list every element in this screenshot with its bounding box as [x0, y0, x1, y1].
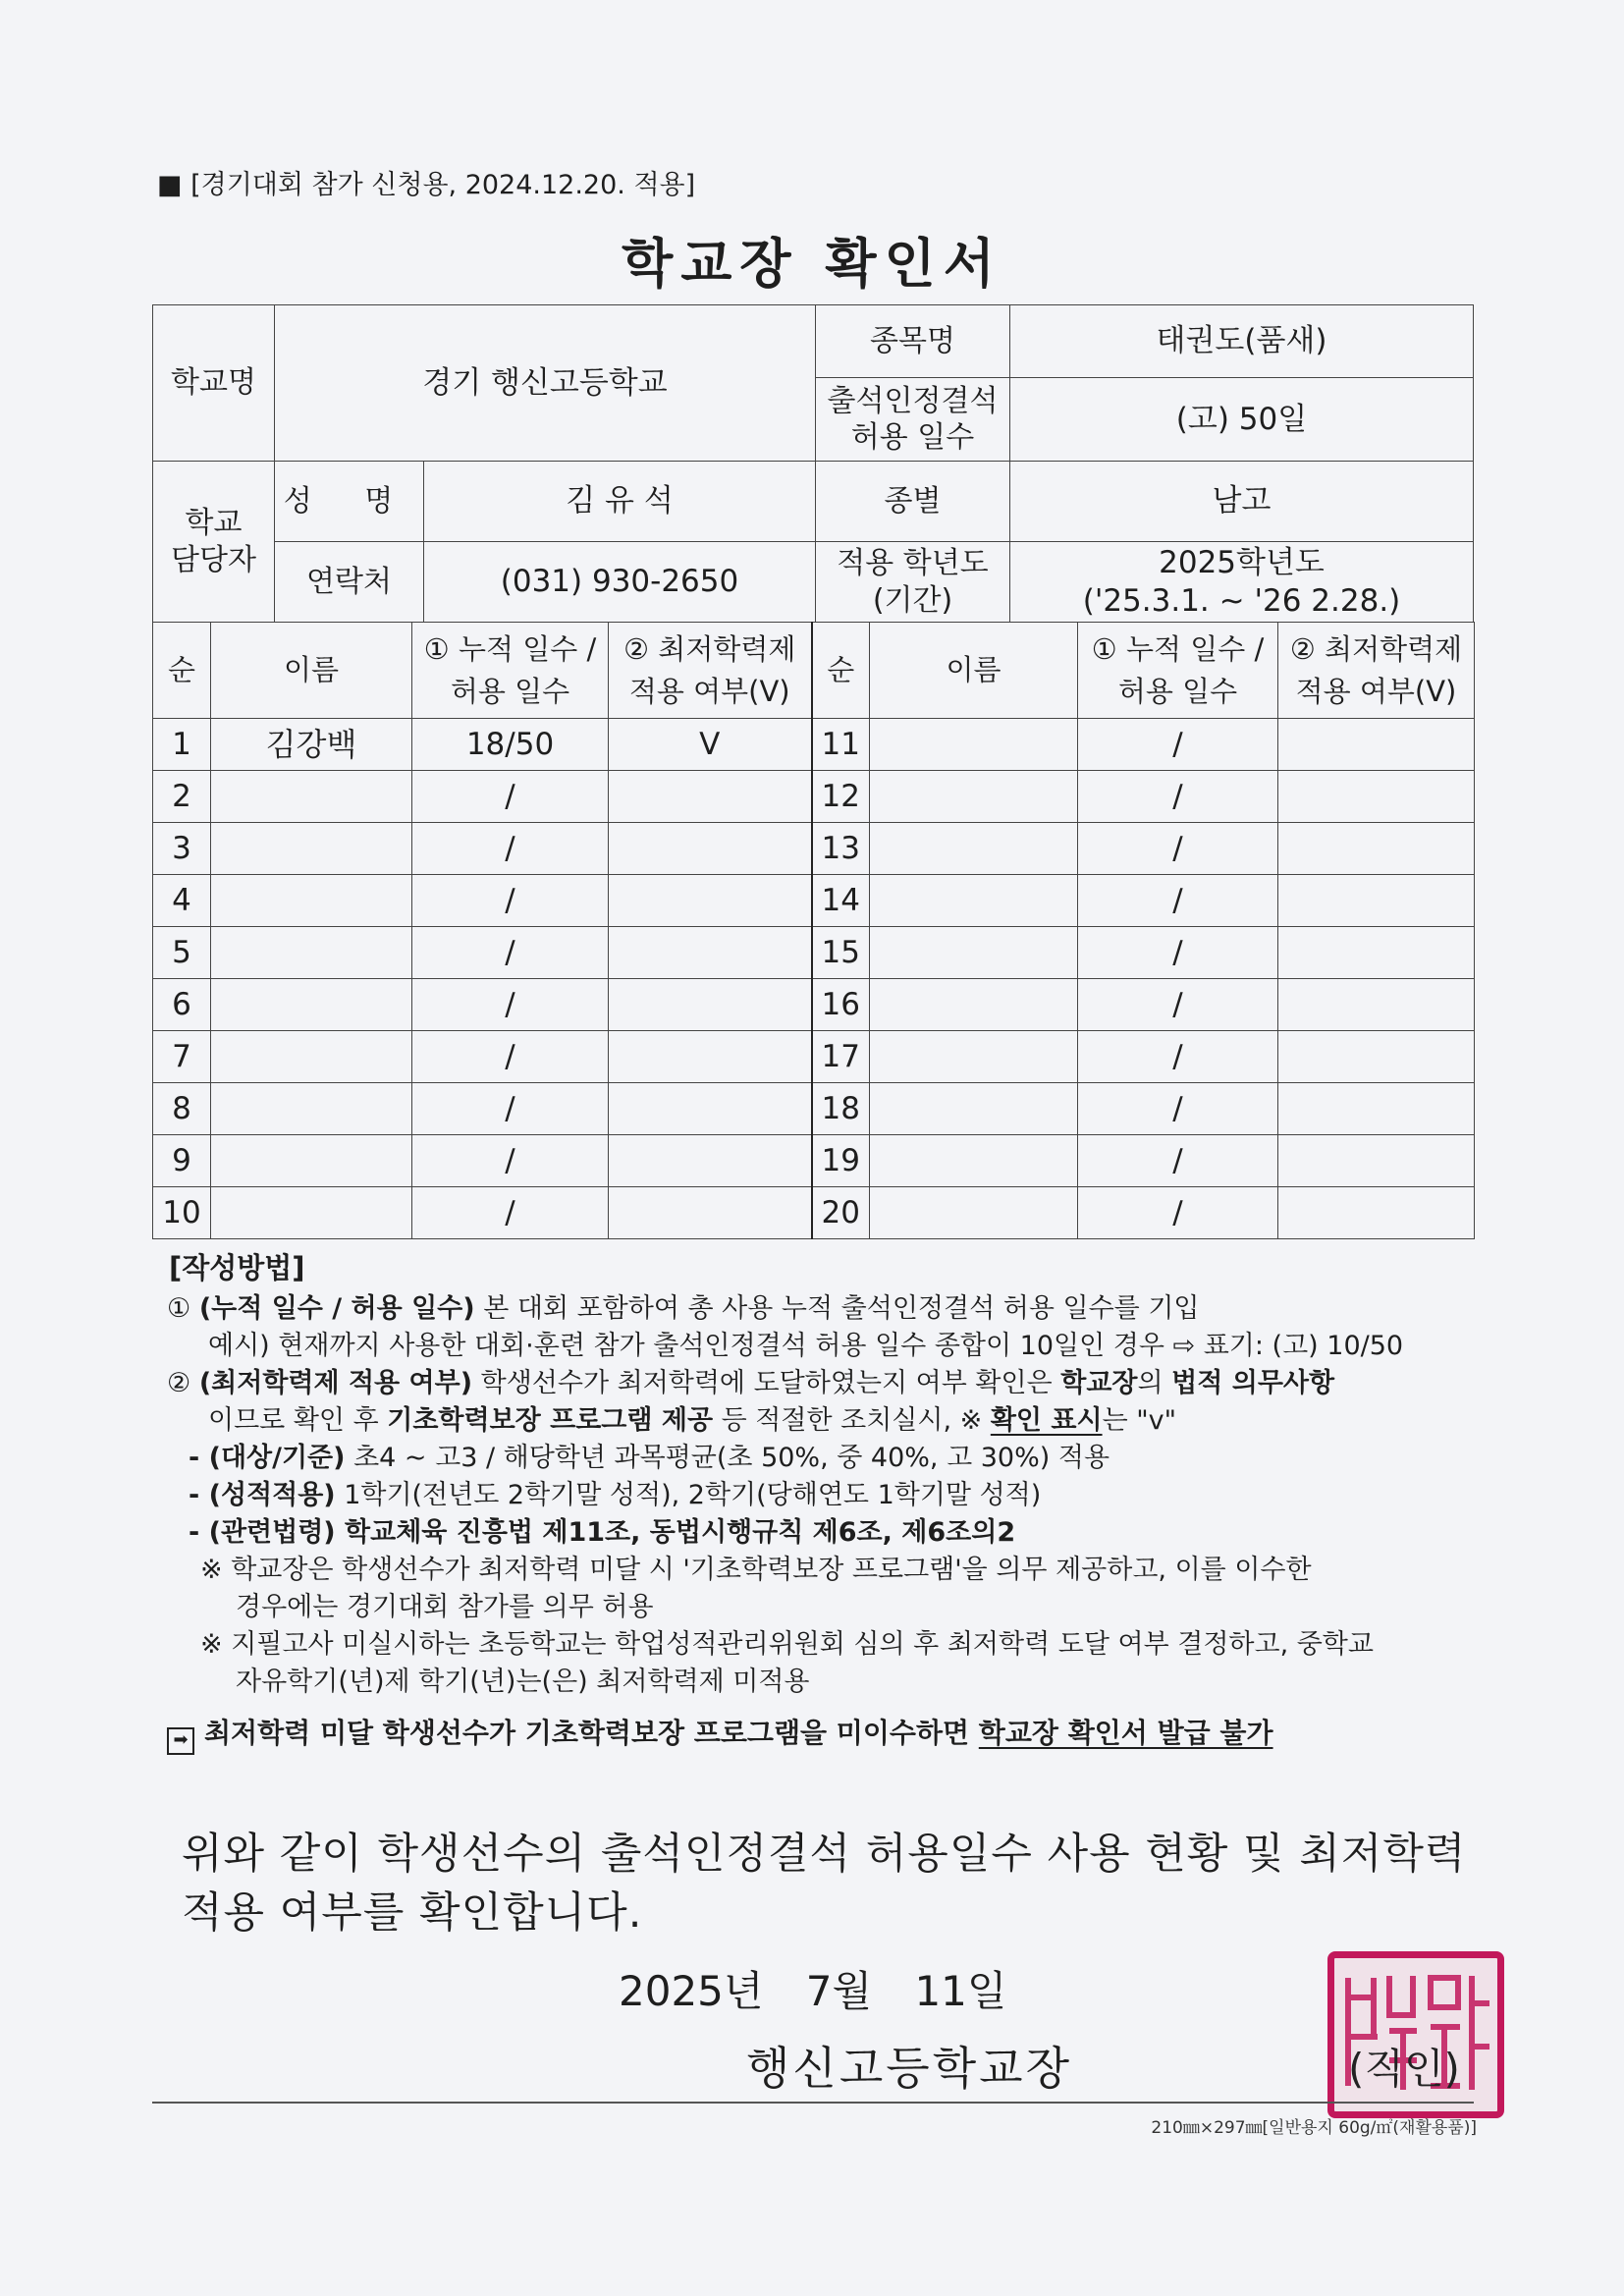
- issue-date: 2025년 7월 11일: [619, 1967, 1007, 2015]
- note-2-line2: 자유학기(년)제 학기(년)는(은) 최저학력제 미적용: [236, 1667, 810, 1697]
- student-name: [870, 1083, 1078, 1135]
- days-used: /: [1078, 875, 1278, 927]
- min-achievement-check: [609, 875, 812, 927]
- confirmation-statement: 위와 같이 학생선수의 출석인정결석 허용일수 사용 현황 및 최저학력 적용 여부를 확인합니다.: [182, 1830, 1467, 1938]
- table-row: [153, 1187, 1475, 1239]
- student-name: [870, 771, 1078, 823]
- student-name: 김강백: [211, 719, 412, 771]
- header-name: 이름: [211, 623, 412, 719]
- row-number: 11: [812, 719, 870, 771]
- student-name: [870, 1135, 1078, 1187]
- days-used: /: [1078, 771, 1278, 823]
- bullet-target: - (대상/기준) 초4 ~ 고3 / 해당학년 과목평균(초 50%, 중 40%, 고 30%) 적용: [189, 1443, 1110, 1473]
- header-name-2: 이름: [870, 623, 1078, 719]
- header-days-2: ① 누적 일수 / 허용 일수: [1078, 623, 1278, 719]
- phone-value: (031) 930-2650: [424, 542, 816, 623]
- footer-divider: [152, 2102, 1474, 2104]
- min-achievement-check: [609, 1083, 812, 1135]
- student-list-table: [152, 622, 1475, 1239]
- list-header-row: [153, 623, 1475, 719]
- days-used: /: [1078, 1187, 1278, 1239]
- min-achievement-check: [609, 1031, 812, 1083]
- min-achievement-check: [1278, 1187, 1475, 1239]
- school-name-label: 학교명: [153, 305, 275, 462]
- row-number: 13: [812, 823, 870, 875]
- paper-spec-note: 210㎜×297㎜[일반용지 60g/㎡(재활용품)]: [1151, 2118, 1477, 2138]
- days-used: /: [1078, 1031, 1278, 1083]
- instruction-1: ① (누적 일수 / 허용 일수) 본 대회 포함하여 총 사용 누적 출석인정결석 허용 일수를 기입: [167, 1293, 1200, 1324]
- event-label: 종목명: [816, 305, 1010, 378]
- page-title: 학교장 확인서: [622, 233, 1002, 295]
- student-name: [211, 1031, 412, 1083]
- min-achievement-check: [1278, 927, 1475, 979]
- student-name: [870, 823, 1078, 875]
- row-number: 8: [153, 1083, 211, 1135]
- days-used: /: [412, 771, 609, 823]
- instruction-1-example: 예시) 현재까지 사용한 대회·훈련 참가 출석인정결석 허용 일수 종합이 10일인 경우 ⇨ 표기: (고) 10/50: [208, 1331, 1404, 1361]
- instructions-section: [167, 1249, 1483, 1755]
- student-name: [870, 1187, 1078, 1239]
- min-achievement-check: [1278, 979, 1475, 1031]
- min-achievement-check: [1278, 771, 1475, 823]
- row-number: 9: [153, 1135, 211, 1187]
- days-used: /: [1078, 1083, 1278, 1135]
- form-tag: ■ [경기대회 참가 신청용, 2024.12.20. 적용]: [157, 170, 696, 200]
- student-name: [211, 927, 412, 979]
- student-name: [211, 1083, 412, 1135]
- row-number: 12: [812, 771, 870, 823]
- student-name: [211, 979, 412, 1031]
- min-achievement-check: [609, 823, 812, 875]
- name-label: 성 명: [275, 462, 424, 542]
- min-achievement-check: [1278, 1135, 1475, 1187]
- header-min-achievement: ② 최저학력제 적용 여부(V): [609, 623, 812, 719]
- table-row: [153, 927, 1475, 979]
- table-row: [153, 771, 1475, 823]
- table-row: [153, 979, 1475, 1031]
- principal-signature-line: 행신고등학교장: [746, 2042, 1073, 2095]
- row-number: 5: [153, 927, 211, 979]
- table-row: [153, 1135, 1475, 1187]
- header-no: 순: [153, 623, 211, 719]
- min-achievement-check: V: [609, 719, 812, 771]
- note-1-line1: ※ 학교장은 학생선수가 최저학력 미달 시 '기초학력보장 프로그램'을 의무 제공하고, 이를 이수한: [200, 1555, 1312, 1585]
- bullet-laws: - (관련법령) 학교체육 진흥법 제11조, 동법시행규칙 제6조, 제6조의2: [189, 1517, 1016, 1548]
- bullet-grades: - (성적적용) 1학기(전년도 2학기말 성적), 2학기(당해연도 1학기말 성적): [189, 1480, 1042, 1510]
- row-number: 16: [812, 979, 870, 1031]
- min-achievement-check: [609, 1135, 812, 1187]
- event-value: 태권도(품새): [1010, 305, 1474, 378]
- row-number: 14: [812, 875, 870, 927]
- row-number: 2: [153, 771, 211, 823]
- min-achievement-check: [609, 979, 812, 1031]
- year-label: 적용 학년도 (기간): [816, 542, 1010, 623]
- min-achievement-check: [609, 771, 812, 823]
- row-number: 7: [153, 1031, 211, 1083]
- days-used: /: [1078, 979, 1278, 1031]
- year-value: 2025학년도 ('25.3.1. ~ '26 2.28.): [1010, 542, 1474, 623]
- note-1-line2: 경우에는 경기대회 참가를 의무 허용: [236, 1592, 654, 1622]
- table-row: [153, 1083, 1475, 1135]
- phone-label: 연락처: [275, 542, 424, 623]
- contact-person-label: 학교 담당자: [153, 462, 275, 623]
- allowed-days-label: 출석인정결석 허용 일수: [816, 378, 1010, 462]
- days-used: /: [412, 1187, 609, 1239]
- table-row: [153, 719, 1475, 771]
- allowed-days-value: (고) 50일: [1010, 378, 1474, 462]
- header-no-2: 순: [812, 623, 870, 719]
- days-used: /: [412, 1031, 609, 1083]
- student-name: [211, 1135, 412, 1187]
- student-name: [211, 823, 412, 875]
- name-value: 김 유 석: [424, 462, 816, 542]
- table-row: [153, 823, 1475, 875]
- min-achievement-check: [609, 1187, 812, 1239]
- min-achievement-check: [1278, 823, 1475, 875]
- row-number: 4: [153, 875, 211, 927]
- min-achievement-check: [1278, 719, 1475, 771]
- student-name: [870, 719, 1078, 771]
- row-number: 15: [812, 927, 870, 979]
- student-name: [870, 979, 1078, 1031]
- note-2-line1: ※ 지필고사 미실시하는 초등학교는 학업성적관리위원회 심의 후 최저학력 도달 여부 결정하고, 중학교: [200, 1629, 1374, 1660]
- student-name: [870, 875, 1078, 927]
- days-used: /: [412, 979, 609, 1031]
- header-min-achievement-2: ② 최저학력제 적용 여부(V): [1278, 623, 1475, 719]
- row-number: 6: [153, 979, 211, 1031]
- row-number: 20: [812, 1187, 870, 1239]
- table-row: [153, 1031, 1475, 1083]
- student-name: [211, 875, 412, 927]
- days-used: /: [412, 927, 609, 979]
- row-number: 19: [812, 1135, 870, 1187]
- arrow-box-icon: ➡: [167, 1727, 194, 1755]
- min-achievement-check: [609, 927, 812, 979]
- min-achievement-check: [1278, 1031, 1475, 1083]
- instruction-2: ② (최저학력제 적용 여부) 학생선수가 최저학력에 도달하였는지 여부 확인은 학교장의 법적 의무사항: [167, 1368, 1335, 1398]
- days-used: 18/50: [412, 719, 609, 771]
- table-row: [153, 875, 1475, 927]
- days-used: /: [412, 875, 609, 927]
- instructions-title: [작성방법]: [169, 1251, 305, 1285]
- days-used: /: [412, 823, 609, 875]
- category-label: 종별: [816, 462, 1010, 542]
- seal-mark: (직인): [1348, 2045, 1460, 2093]
- row-number: 17: [812, 1031, 870, 1083]
- min-achievement-check: [1278, 1083, 1475, 1135]
- days-used: /: [1078, 927, 1278, 979]
- days-used: /: [412, 1135, 609, 1187]
- row-number: 10: [153, 1187, 211, 1239]
- row-number: 1: [153, 719, 211, 771]
- row-number: 3: [153, 823, 211, 875]
- days-used: /: [1078, 719, 1278, 771]
- student-rows: [153, 719, 1475, 1239]
- row-number: 18: [812, 1083, 870, 1135]
- days-used: /: [1078, 823, 1278, 875]
- student-name: [211, 1187, 412, 1239]
- student-name: [870, 927, 1078, 979]
- days-used: /: [1078, 1135, 1278, 1187]
- student-name: [870, 1031, 1078, 1083]
- days-used: /: [412, 1083, 609, 1135]
- category-value: 남고: [1010, 462, 1474, 542]
- min-achievement-check: [1278, 875, 1475, 927]
- instruction-2-line2: 이므로 확인 후 기초학력보장 프로그램 제공 등 적절한 조치실시, ※ 확인 표시는 "v": [208, 1405, 1177, 1436]
- school-name-value: 경기 행신고등학교: [275, 305, 816, 462]
- notice-line: ➡ 최저학력 미달 학생선수가 기초학력보장 프로그램을 미이수하면 학교장 확인서 발급 불가: [167, 1715, 1483, 1755]
- student-name: [211, 771, 412, 823]
- info-table: [152, 304, 1474, 623]
- header-days: ① 누적 일수 / 허용 일수: [412, 623, 609, 719]
